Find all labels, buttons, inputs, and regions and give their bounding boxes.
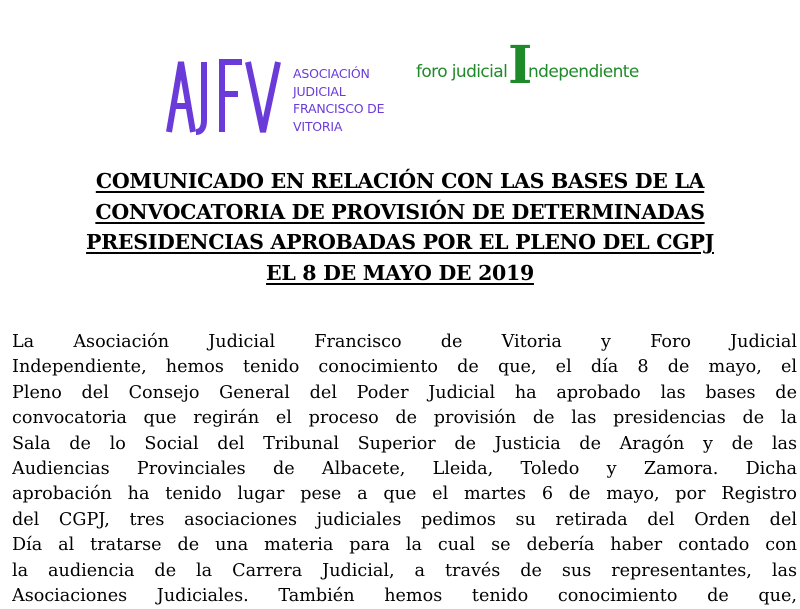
body-line: Audiencias Provinciales de Albacete, Lleida, Toledo y Zamora. Dicha bbox=[12, 459, 797, 480]
title-line: PRESIDENCIAS APROBADAS POR EL PLENO DEL CGPJ bbox=[86, 230, 714, 254]
foro-big-letter: I bbox=[508, 35, 533, 96]
body-line: Pleno del Consejo General del Poder Judicial ha aprobado las bases de bbox=[12, 382, 797, 403]
body-paragraph bbox=[12, 330, 797, 609]
ajfv-name-line: JUDICIAL bbox=[293, 83, 346, 99]
body-line: Día al tratarse de una materia para la cual se debería haber contado con bbox=[12, 535, 797, 556]
body-line: Sala de lo Social del Tribunal Superior de Justicia de Aragón y de las bbox=[12, 433, 797, 454]
body-line: Asociaciones Judiciales. También hemos tenido conocimiento de que, bbox=[12, 586, 797, 607]
body-line: aprobación ha tenido lugar pese a que el martes 6 de mayo, por Registro bbox=[12, 484, 797, 505]
ajfv-monogram-icon bbox=[166, 58, 284, 136]
title-line: COMUNICADO EN RELACIÓN CON LAS BASES DE LA bbox=[95, 169, 705, 193]
body-line: del CGPJ, tres asociaciones judiciales pedimos su retirada del Orden del bbox=[12, 509, 797, 530]
body-line: convocatoria que regirán el proceso de provisión de las presidencias de la bbox=[12, 408, 797, 429]
title-line: CONVOCATORIA DE PROVISIÓN DE DETERMINADAS bbox=[95, 199, 705, 224]
body-line: Independiente, hemos tenido conocimiento de que, el día 8 de mayo, el bbox=[12, 357, 797, 378]
body-line: La Asociación Judicial Francisco de Vitoria y Foro Judicial bbox=[12, 332, 797, 352]
ajfv-name-line: VITORIA bbox=[293, 118, 343, 134]
ajfv-name-line: FRANCISCO DE bbox=[293, 101, 385, 116]
document-title bbox=[20, 166, 780, 288]
header-logos bbox=[0, 35, 800, 138]
ajfv-name-line: ASOCIACIÓN bbox=[293, 66, 370, 81]
ajfv-logo bbox=[166, 58, 284, 140]
ajfv-name bbox=[293, 65, 384, 135]
title-line: EL 8 DE MAYO DE 2019 bbox=[266, 260, 534, 285]
body-line: la audiencia de la Carrera Judicial, a través de sus representantes, las bbox=[12, 560, 797, 581]
foro-text-after: ndependiente bbox=[528, 62, 639, 82]
foro-text-before: foro judicial bbox=[416, 62, 508, 82]
